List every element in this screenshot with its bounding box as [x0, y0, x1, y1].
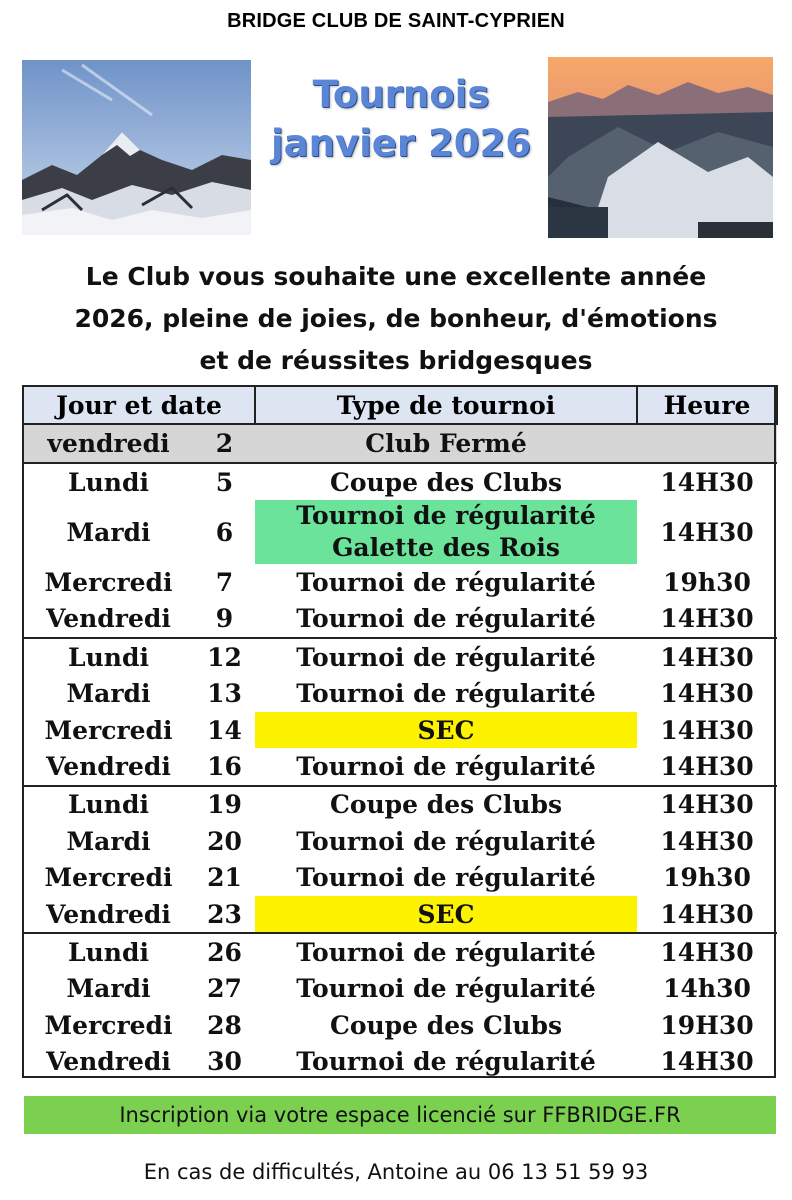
table-row — [23, 712, 777, 748]
day-cell: Mercredi — [44, 715, 173, 745]
page-title — [258, 70, 544, 168]
header-time: Heure — [637, 386, 777, 424]
day-cell: Vendredi — [46, 752, 171, 782]
date-cell: 21 — [207, 863, 242, 893]
type-cell: Tournoi de régularité — [255, 638, 637, 675]
type-cell: Tournoi de régularité — [296, 679, 596, 709]
table-row — [23, 1043, 777, 1079]
type-cell: Tournoi de régularité — [296, 863, 596, 893]
time-cell: 14H30 — [660, 715, 754, 745]
type-line-1: Tournoi de régularité — [296, 501, 596, 531]
greeting-line-2: 2026, pleine de joies, de bonheur, d'émotions — [74, 304, 718, 333]
day-cell: Mardi — [66, 974, 151, 1004]
greeting-line-1: Le Club vous souhaite une excellente année — [85, 262, 707, 291]
time-cell: 14H30 — [660, 604, 754, 634]
time-cell: 19h30 — [663, 863, 751, 893]
day-cell: Vendredi — [46, 604, 171, 634]
table-row — [23, 896, 777, 933]
time-cell: 19H30 — [660, 1010, 754, 1040]
title-line-1: Tournois — [312, 73, 490, 116]
date-cell: 12 — [194, 638, 255, 675]
type-cell: Tournoi de régularité — [255, 933, 637, 970]
date-cell: 13 — [207, 679, 242, 709]
table-row — [23, 564, 777, 600]
time-cell: 14H30 — [660, 467, 754, 497]
day-cell: Lundi — [68, 467, 149, 497]
type-cell: SEC — [255, 896, 637, 933]
header-day-date: Jour et date — [23, 386, 255, 424]
type-cell — [255, 500, 637, 564]
day-cell: Lundi — [23, 638, 194, 675]
date-cell: 20 — [207, 826, 242, 856]
type-cell: Tournoi de régularité — [296, 604, 596, 634]
closed-row — [23, 424, 777, 463]
title-line-2: janvier 2026 — [271, 122, 531, 165]
club-name: BRIDGE CLUB DE SAINT-CYPRIEN — [227, 10, 565, 32]
table-row — [23, 1007, 777, 1043]
table-row — [23, 638, 777, 675]
type-line-2: Galette des Rois — [332, 533, 560, 563]
day-cell: Vendredi — [46, 1047, 171, 1077]
type-cell: Club Fermé — [255, 424, 637, 463]
time-cell: 14H30 — [660, 517, 754, 547]
date-cell: 19 — [194, 786, 255, 823]
date-cell: 2 — [194, 424, 255, 463]
type-cell: Tournoi de régularité — [296, 826, 596, 856]
table-header-row — [23, 386, 777, 424]
date-cell: 16 — [207, 752, 242, 782]
table-row — [23, 860, 777, 896]
type-cell: Tournoi de régularité — [296, 568, 596, 598]
table-row — [23, 933, 777, 970]
type-cell: Tournoi de régularité — [296, 1047, 596, 1077]
header-type: Type de tournoi — [255, 386, 637, 424]
day-cell: Mercredi — [44, 1010, 173, 1040]
time-cell: 19h30 — [663, 568, 751, 598]
day-cell: Lundi — [23, 933, 194, 970]
date-cell: 14 — [207, 715, 242, 745]
date-cell: 27 — [207, 974, 242, 1004]
signup-banner: Inscription via votre espace licencié sur FFBRIDGE.FR — [24, 1096, 776, 1134]
type-cell: Coupe des Clubs — [329, 1010, 563, 1040]
time-cell: 14H30 — [637, 786, 777, 823]
type-cell: Tournoi de régularité — [296, 752, 596, 782]
mountain-sunset-photo — [548, 57, 773, 238]
date-cell: 30 — [207, 1047, 242, 1077]
day-cell: Lundi — [23, 786, 194, 823]
table-row — [23, 823, 777, 859]
day-cell: Vendredi — [46, 899, 171, 929]
table-row — [23, 748, 777, 785]
date-cell: 7 — [215, 568, 234, 598]
time-cell — [637, 424, 777, 463]
day-cell: Mardi — [66, 517, 151, 547]
contact-info: En cas de difficultés, Antoine au 06 13 51 59 93 — [143, 1160, 649, 1184]
date-cell: 26 — [194, 933, 255, 970]
greeting-message — [20, 256, 772, 382]
time-cell: 14H30 — [660, 752, 754, 782]
table-row — [23, 971, 777, 1007]
table-row — [23, 463, 777, 500]
time-cell: 14H30 — [660, 679, 754, 709]
table-row — [23, 601, 777, 638]
tournament-schedule-table — [22, 385, 778, 1080]
table-row — [23, 786, 777, 823]
date-cell: 6 — [215, 517, 234, 547]
date-cell: 23 — [207, 899, 242, 929]
type-cell: Tournoi de régularité — [296, 974, 596, 1004]
day-cell: Mardi — [66, 679, 151, 709]
date-cell: 28 — [207, 1010, 242, 1040]
time-cell: 14H30 — [637, 638, 777, 675]
time-cell: 14H30 — [660, 899, 754, 929]
mountain-peaks-photo — [22, 60, 251, 235]
type-cell: Coupe des Clubs — [329, 467, 563, 497]
type-cell: Coupe des Clubs — [255, 786, 637, 823]
time-cell: 14H30 — [660, 826, 754, 856]
day-cell: Mardi — [66, 826, 151, 856]
date-cell: 5 — [215, 467, 234, 497]
time-cell: 14H30 — [660, 1047, 754, 1077]
table-row — [23, 676, 777, 712]
table-row — [23, 500, 777, 564]
day-cell: vendredi — [23, 424, 194, 463]
greeting-line-3: et de réussites bridgesques — [199, 346, 593, 375]
date-cell: 9 — [215, 604, 234, 634]
time-cell: 14H30 — [637, 933, 777, 970]
day-cell: Mercredi — [44, 568, 173, 598]
type-cell: SEC — [255, 712, 637, 748]
schedule-body — [23, 463, 777, 1080]
time-cell: 14h30 — [663, 974, 751, 1004]
day-cell: Mercredi — [44, 863, 173, 893]
